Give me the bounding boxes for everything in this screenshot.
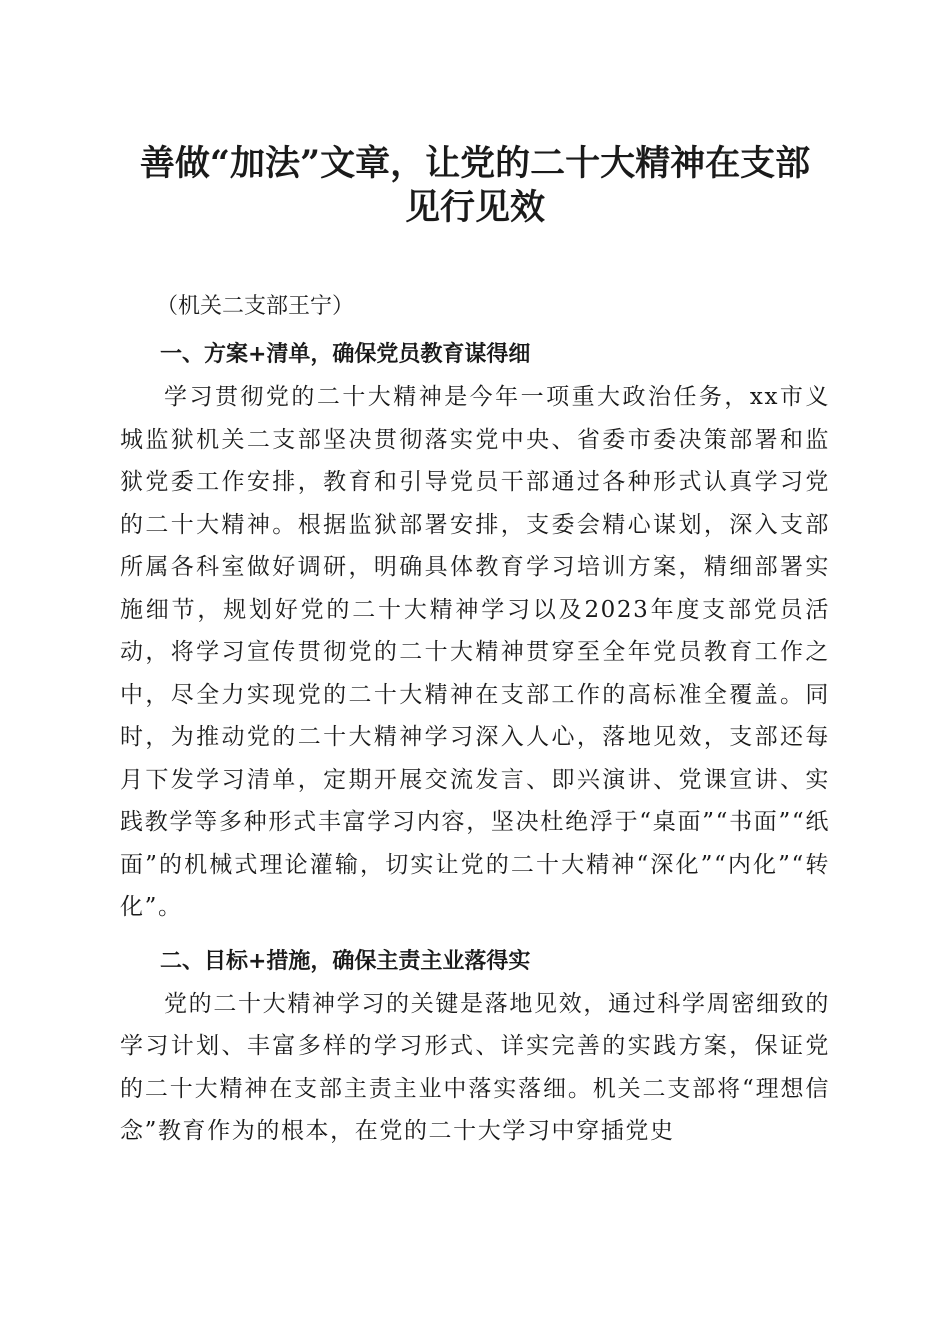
title-line-1: 善做“加法”文章，让党的二十大精神在支部 <box>139 143 811 184</box>
author-line: （机关二支部王宁） <box>156 294 355 319</box>
document-title <box>120 142 830 230</box>
section-heading-1: 一、方案+清单，确保党员教育谋得细 <box>160 342 531 367</box>
section-paragraph-1: 学习贯彻党的二十大精神是今年一项重大政治任务，xx市义城监狱机关二支部坚决贯彻落实党中央、省委市委决策部署和监狱党委工作安排，教育和引导党员干部通过各种形式认真学习党的二十大精神。根据监狱部署安排，支委会精心谋划，深入支部所属各科室做好调研，明确具体教育学习培训方案，精细部署实施细节，规划好党的二十大精神学习以及2023年度支部党员活动，将学习宣传贯彻党的二十大精神贯穿至全年党员教育工作之中，尽全力实现党的二十大精神在支部工作的高标准全覆盖。同时，为推动党的二十大精神学习深入人心，落地见效，支部还每月下发学习清单，定期开展交流发言、即兴演讲、党课宣讲、实践教学等多种形式丰富学习内容，坚决杜绝浮于“桌面”“书面”“纸面”的机械式理论灌输，切实让党的二十大精神“深化”“内化”“转化”。 <box>120 384 830 920</box>
section-heading-2: 二、目标+措施，确保主责主业落得实 <box>160 948 531 974</box>
title-line-2: 见行见效 <box>404 187 545 228</box>
section-paragraph-2: 党的二十大精神学习的关键是落地见效，通过科学周密细致的学习计划、丰富多样的学习形式、详实完善的实践方案，保证党的二十大精神在支部主责主业中落实落细。机关二支部将“理想信念”教育作为的根本，在党的二十大学习中穿插党史 <box>120 990 830 1144</box>
